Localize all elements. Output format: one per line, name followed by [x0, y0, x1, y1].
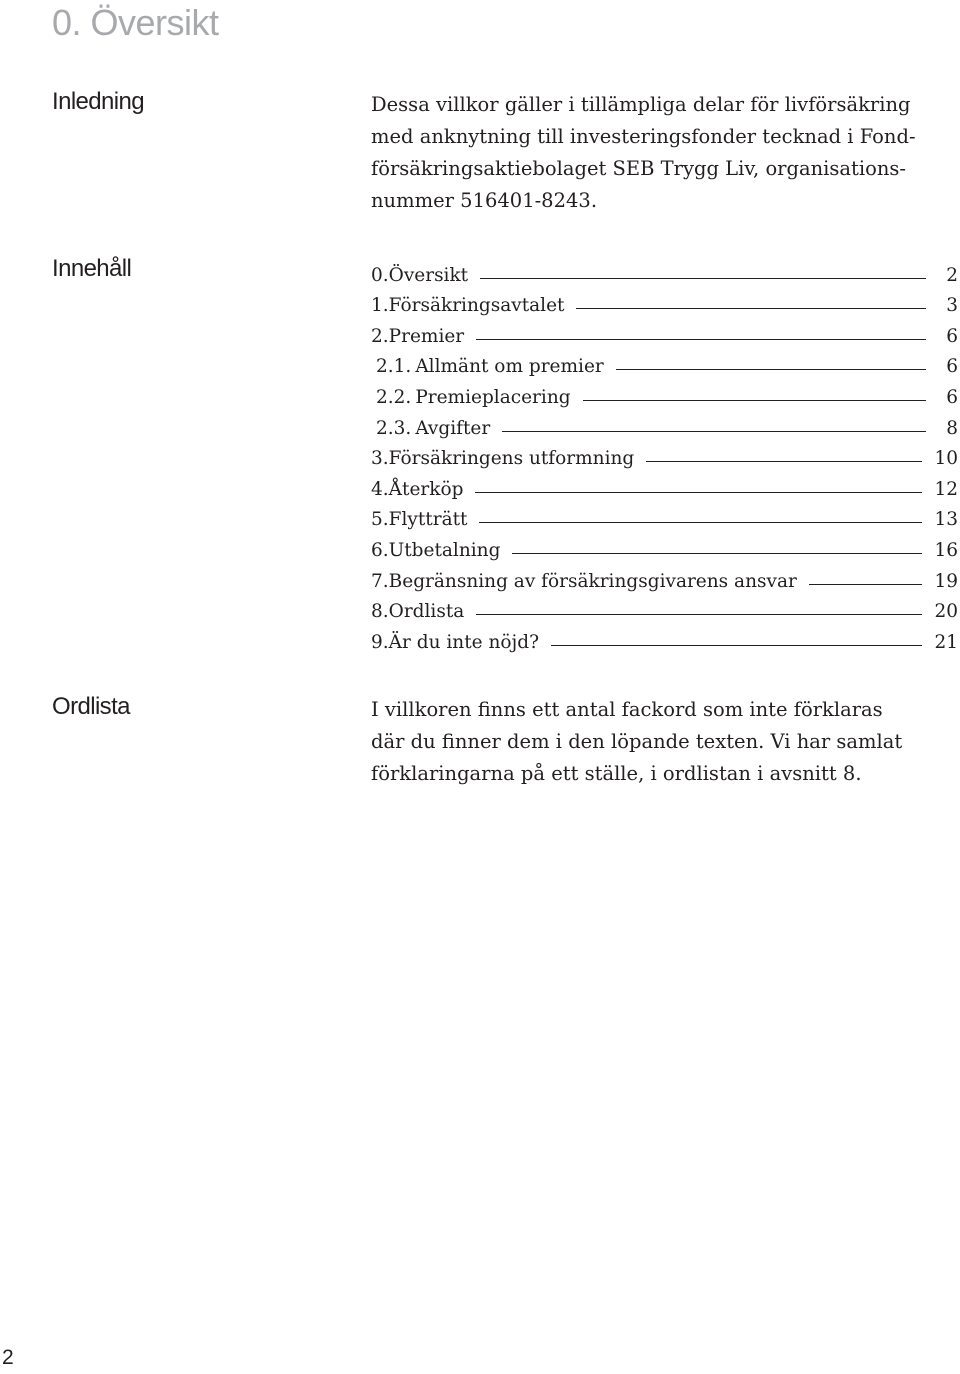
toc-number: 1.	[371, 295, 389, 317]
text-line: förklaringarna på ett ställe, i ordlistan i avsnitt 8.	[371, 762, 862, 785]
toc-title: Premieplacering	[415, 386, 571, 408]
text-line: med anknytning till investeringsfonder tecknad i Fond-	[371, 125, 916, 148]
toc-leader-line	[480, 278, 926, 279]
toc-title: Försäkringsavtalet	[388, 295, 565, 317]
toc-number: 4.	[371, 478, 389, 500]
toc-page-number: 16	[934, 539, 958, 561]
toc-number: 2.	[371, 325, 389, 347]
toc-entry-utbetalning[interactable]	[371, 530, 960, 561]
toc-title: Försäkringens utformning	[388, 448, 635, 470]
toc-leader-line	[809, 584, 923, 585]
toc-number: 2.3.	[376, 417, 412, 439]
section-label-inledning: Inledning	[52, 88, 145, 115]
text-line: försäkringsaktiebolaget SEB Trygg Liv, organisations-	[371, 157, 907, 180]
text-line: Dessa villkor gäller i tillämpliga delar för livförsäkring	[371, 93, 911, 116]
page-number: 2	[2, 1346, 14, 1369]
toc-entry-premier[interactable]	[371, 316, 960, 347]
toc-page-number: 12	[934, 478, 958, 500]
toc-page-number: 6	[946, 356, 958, 378]
toc-page-number: 6	[946, 325, 958, 347]
toc-leader-line	[512, 553, 922, 554]
toc-title: Allmänt om premier	[415, 356, 604, 378]
toc-title: Avgifter	[415, 417, 491, 439]
toc-page-number: 2	[946, 264, 958, 286]
toc-title: Begränsning av försäkringsgivarens ansvar	[388, 570, 797, 592]
toc-page-number: 20	[934, 601, 958, 623]
toc-number: 7.	[371, 570, 389, 592]
ordlista-text	[371, 694, 951, 790]
toc-leader-line	[616, 369, 926, 370]
toc-entry-ar-du-inte-nojd[interactable]	[371, 622, 960, 653]
toc-page-number: 8	[946, 417, 958, 439]
toc-leader-line	[502, 431, 926, 432]
toc-number: 2.1.	[376, 356, 412, 378]
toc-number: 2.2.	[376, 386, 412, 408]
toc-page-number: 13	[934, 509, 958, 531]
toc-number: 6.	[371, 539, 389, 561]
toc-number: 8.	[371, 601, 389, 623]
toc-title: Premier	[388, 325, 465, 347]
toc-title: Återköp	[388, 478, 464, 500]
toc-page-number: 6	[946, 386, 958, 408]
toc-leader-line	[551, 645, 922, 646]
toc-entry-begransning[interactable]	[371, 561, 960, 592]
toc-page-number: 19	[934, 570, 958, 592]
toc-entry-forsakringsavtalet[interactable]	[371, 286, 960, 317]
toc-entry-avgifter[interactable]	[371, 408, 960, 439]
inledning-text	[371, 89, 951, 217]
toc-entry-flyttratt[interactable]	[371, 500, 960, 531]
toc-page-number: 21	[934, 631, 958, 653]
section-label-ordlista: Ordlista	[52, 693, 130, 720]
text-line: nummer 516401-8243.	[371, 189, 598, 212]
text-line: I villkoren finns ett antal fackord som inte förklaras	[371, 698, 883, 721]
toc-title: Ordlista	[388, 601, 465, 623]
toc-leader-line	[476, 614, 922, 615]
toc-number: 3.	[371, 448, 389, 470]
toc-leader-line	[475, 492, 922, 493]
table-of-contents	[371, 255, 960, 653]
toc-page-number: 10	[934, 448, 958, 470]
section-label-innehall: Innehåll	[52, 255, 132, 282]
toc-leader-line	[576, 308, 926, 309]
toc-title: Är du inte nöjd?	[388, 631, 540, 653]
toc-entry-forsakringens-utformning[interactable]	[371, 439, 960, 470]
toc-leader-line	[476, 339, 926, 340]
toc-number: 9.	[371, 631, 389, 653]
toc-entry-oversikt[interactable]	[371, 255, 960, 286]
toc-leader-line	[479, 522, 922, 523]
toc-entry-premieplacering[interactable]	[371, 377, 960, 408]
toc-entry-aterkop[interactable]	[371, 469, 960, 500]
toc-title: Översikt	[388, 264, 469, 286]
toc-number: 5.	[371, 509, 389, 531]
text-line: där du finner dem i den löpande texten. Vi har samlat	[371, 730, 903, 753]
toc-entry-ordlista[interactable]	[371, 592, 960, 623]
toc-leader-line	[583, 400, 926, 401]
toc-page-number: 3	[946, 295, 958, 317]
page-title: 0. Översikt	[52, 2, 219, 43]
toc-number: 0.	[371, 264, 389, 286]
toc-title: Utbetalning	[388, 539, 501, 561]
toc-title: Flytträtt	[388, 509, 468, 531]
toc-leader-line	[646, 461, 922, 462]
toc-entry-allmant-om-premier[interactable]	[371, 347, 960, 378]
